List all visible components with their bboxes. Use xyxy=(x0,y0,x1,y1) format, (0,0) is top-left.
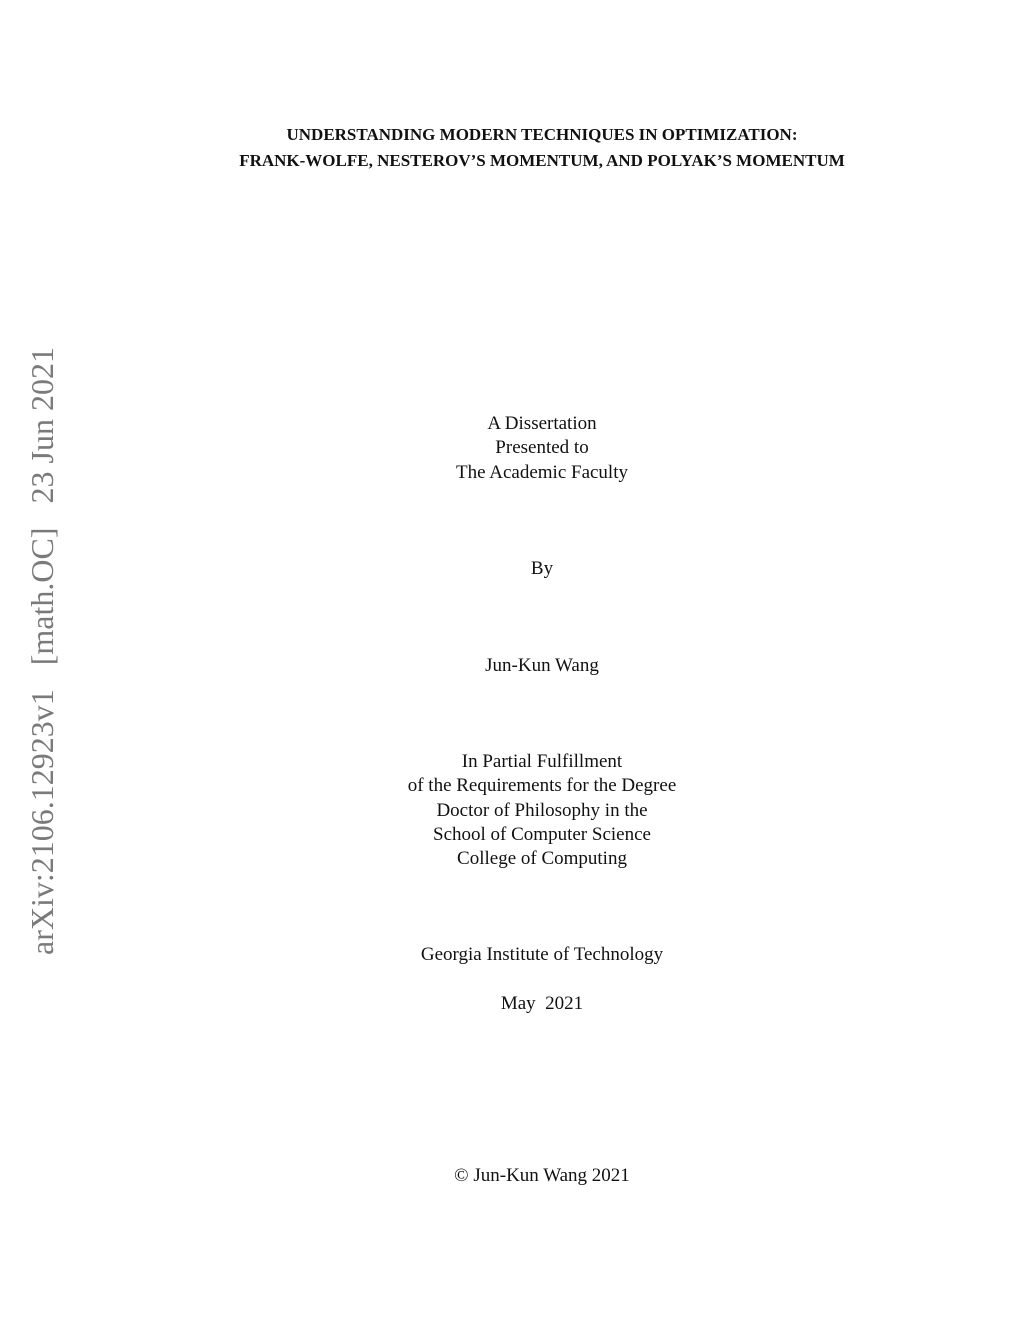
title-line-2: FRANK-WOLFE, NESTEROV’S MOMENTUM, AND POLYAK’S MOMENTUM xyxy=(239,151,845,170)
institution-text: Georgia Institute of Technology xyxy=(420,944,664,965)
by-label-text: By xyxy=(530,558,554,579)
institution xyxy=(0,943,1024,967)
author-name-text: Jun-Kun Wang xyxy=(485,655,599,676)
fulfillment-line-1: In Partial Fulfillment xyxy=(461,751,623,772)
degree-fulfillment xyxy=(0,750,1024,871)
title-line-1: UNDERSTANDING MODERN TECHNIQUES IN OPTIMIZATION: xyxy=(286,125,798,144)
fulfillment-line-2: of the Requirements for the Degree xyxy=(407,775,677,797)
submission-date-text: May 2021 xyxy=(500,993,584,1014)
presentation-statement xyxy=(0,412,1024,485)
copyright-notice xyxy=(0,1164,1024,1188)
author-name xyxy=(0,654,1024,678)
arxiv-category: [math.OC] xyxy=(24,527,60,666)
dissertation-title xyxy=(0,122,1024,174)
fulfillment-line-5: College of Computing xyxy=(457,848,627,870)
presentation-line-1: A Dissertation xyxy=(487,413,597,434)
submission-date xyxy=(0,992,1024,1016)
arxiv-date: 23 Jun 2021 xyxy=(24,347,60,504)
by-label xyxy=(0,557,1024,581)
presentation-line-2: Presented to xyxy=(495,437,589,459)
presentation-line-3: The Academic Faculty xyxy=(456,461,628,483)
fulfillment-line-4: School of Computer Science xyxy=(433,823,651,845)
fulfillment-line-3: Doctor of Philosophy in the xyxy=(436,799,648,821)
arxiv-id: arXiv:2106.12923v1 xyxy=(24,689,60,955)
copyright-text: © Jun-Kun Wang 2021 xyxy=(454,1165,630,1186)
